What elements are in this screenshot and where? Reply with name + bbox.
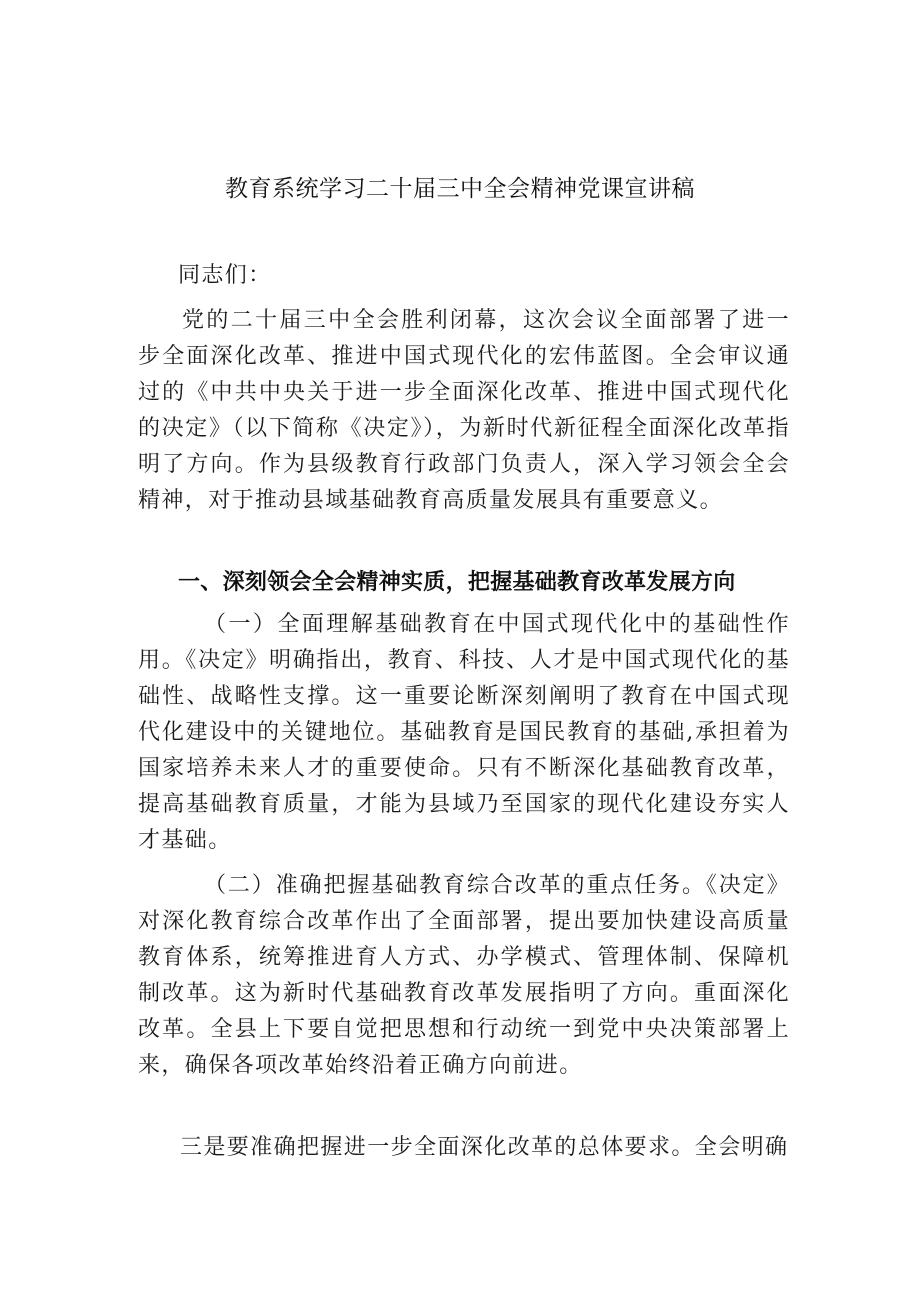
paragraph-intro: 党的二十届三中全会胜利闭幕，这次会议全面部署了进一步全面深化改革、推进中国式现代化的宏伟蓝图。全会审议通过的《中共中央关于进一步全面深化改革、推进中国式现代化的决定》（以下简称《决定》），为新时代新征程全面深化改革指明了方向。作为县级教育行政部门负责人，深入学习领会全会精神，对于推动县域基础教育高质量发展具有重要意义。 (138, 308, 790, 513)
paragraph-subsection-1: （一）全面理解基础教育在中国式现代化中的基础性作用。《决定》明确指出，教育、科技、人才是中国式现代化的基础性、战略性支撑。这一重要论断深刻阐明了教育在中国式现代化建设中的关键地位。基础教育是国民教育的基础,承担着为国家培养未来人才的重要使命。只有不断深化基础教育改革，提高基础教育质量，才能为县域乃至国家的现代化建设夯实人才基础。 (138, 612, 790, 853)
document-title: 教育系统学习二十届三中全会精神党课宣讲稿 (225, 176, 695, 202)
salutation: 同志们： (178, 263, 272, 288)
paragraph-subsection-2: （二）准确把握基础教育综合改革的重点任务。《决定》对深化教育综合改革作出了全面部署，提出要加快建设高质量教育体系，统筹推进育人方式、办学模式、管理体制、保障机制改革。这为新时代基础教育改革发展指明了方向。重面深化改革。全县上下要自觉把思想和行动统一到党中央决策部署上来，确保各项改革始终沿着正确方向前进。 (138, 873, 790, 1078)
section-heading-1: 一、深刻领会全会精神实质，把握基础教育改革发展方向 (178, 570, 736, 595)
paragraph-point-3: 三是要准确把握进一步全面深化改革的总体要求。全会明确 (180, 1135, 789, 1160)
